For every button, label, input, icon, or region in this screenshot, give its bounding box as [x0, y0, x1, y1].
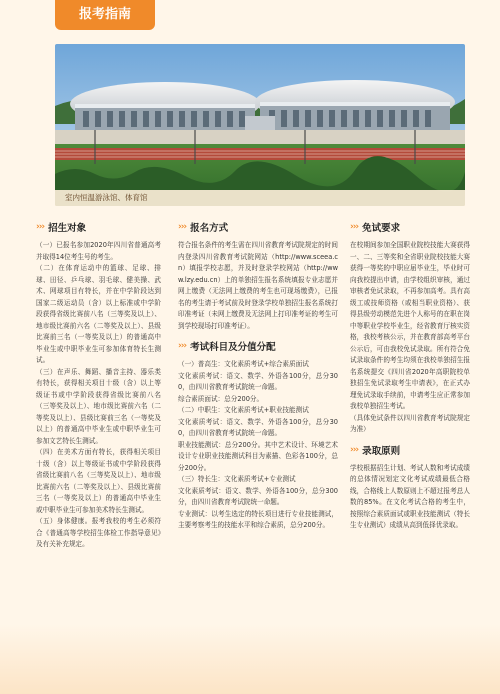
paragraph: （一）已报名参加2020年四川省普通高考并取得14位考生号的考生。: [36, 241, 161, 261]
paragraph: （二）在体育运动中的篮球、足球、排球、田径、乒乓球、羽毛球、健美操、武术、网球项目有特长，并在中学阶段达到国家二级运动员（含）以上标准或中学阶段获得省级比赛前八名（三等奖及以上）、地市级比赛前六名（二等奖及以上）、县级比赛前三名（一等奖及以上）的普通高中毕业生或中职毕业生可参加体育特长生测试。: [36, 264, 161, 364]
chevrons-icon: ›››: [36, 222, 45, 232]
campus-photo: [55, 44, 465, 206]
paragraph: 职业技能测试：总分200分。其中艺术设计、环境艺术设计专业职业技能测试科目为素描、色彩各100分，总分200分。: [178, 440, 338, 472]
section-header-exam-subjects: [178, 339, 338, 353]
paragraph: （三）在声乐、舞蹈、播音主持、器乐类有特长，获得相关项目十级（含）以上等级证书或中学阶段获得省级比赛前八名（三等奖及以上）、地市级比赛前六名（二等奖及以上）、县级比赛前三名（一等奖及以上）的普通高中毕业生或中职毕业生可参加文艺特长生测试。: [36, 367, 161, 445]
paragraph: （三）特长生：文化素质考试+专业测试: [178, 475, 296, 483]
section-title: 考试科目及分值分配: [190, 342, 276, 353]
paragraph: （二）中职生：文化素质考试+职业技能测试: [178, 406, 309, 414]
column-exemption: [350, 220, 470, 532]
section-title: 报名方式: [190, 223, 229, 234]
section-title: 录取原则: [362, 445, 401, 457]
paragraph: 符合报名条件的考生需在四川省教育考试院规定的时间内登录四川省教育考试院网站（http://www.sceea.cn）填报学校志愿，并及时登录学校网站（http://www.lzy.edu.cn）上的单独招生报名系统填报专业志愿并网上缴费（无法网上缴费的考生也可现场缴费），已报名的考生请于考试前及时登录学校单独招生报名系统打印准考证（未网上缴费及无法网上打印准考证的考生可到学校现场打印准考证）。: [178, 241, 338, 330]
section-title: 招生对象: [48, 223, 87, 234]
section-title: 免试要求: [362, 223, 401, 234]
section-header-exemption: [350, 220, 470, 234]
paragraph: 专业测试：以考生选定的特长项目进行专业技能测试，主要考察考生的技能水平和综合素质，总分200分。: [178, 509, 338, 529]
paragraph: 在校期间参加全国职业院校技能大赛获得一、二、三等奖和全省职业院校技能大赛获得一等奖的中职应届毕业生，毕业时可向我校提出申请，由学校组织审核，通过审核者免试录取，不再参加高考。具有高级工或技师资格（或相当职业资格）、获得县级劳动模范先进个人称号的在职在岗中等职业学校毕业生，经省教育厅核实资格，我校考核公示，并在教育部高考平台公示后，可由我校免试录取。所有符合免试录取条件的考生均须在我校单独招生报名系统提交《四川省2020年高职院校单独招生免试录取考生申请表》，在正式办理免试录取手续前，申请考生应正常参加我校单独招生考试。: [350, 241, 470, 410]
photo-caption: 室内恒温游泳馆、体育馆: [65, 193, 148, 202]
column-enrollment: [36, 220, 161, 551]
section-header-admission: [350, 443, 470, 457]
page-title: 报考指南: [78, 7, 131, 22]
paragraph: 文化素质考试：语文、数学、外语各100分，总分300，由四川省教育考试院统一命题。: [178, 371, 338, 391]
chevrons-icon: ›››: [178, 341, 187, 351]
chevrons-icon: ›››: [350, 222, 359, 232]
paragraph: （五）身体健康。报考我校的考生必须符合《普通高等学校招生体检工作指导意见》及有关补充规定。: [36, 517, 161, 548]
paragraph: （一）普高生：文化素质考试+综合素质面试: [178, 360, 309, 368]
paragraph: （具体免试条件以四川省教育考试院规定为准）: [350, 413, 470, 433]
paragraph: 学校根据招生计划、考试人数和考试成绩的总体情况划定文化考试成绩最低合格线，合格线上人数原则上不超过报考总人数的85%。在文化考试合格的考生中，按照综合素质面试或职业技能测试（特长生专业测试）成绩从高到低择优录取。: [350, 463, 470, 529]
section-header-enrollment: [36, 220, 161, 234]
decorative-bottom-band: [0, 624, 500, 694]
paragraph: 综合素质面试：总分200分。: [178, 394, 264, 403]
paragraph: 文化素质考试：语文、数学、外语各100分，总分300分，由四川省教育考试院统一命题。: [178, 486, 338, 506]
photo-caption-bar: [55, 190, 465, 206]
column-registration: [178, 220, 338, 532]
chevrons-icon: ›››: [178, 222, 187, 232]
section-header-tab: [55, 0, 155, 30]
section-header-registration: [178, 220, 338, 234]
paragraph: （四）在美术方面有特长，获得相关项目十级（含）以上等级证书或中学阶段获得省级比赛前八名（三等奖及以上）、地市级比赛前六名（二等奖及以上）、县级比赛前三名（一等奖及以上）的普通高中毕业生或中职毕业生可参加美术特长生测试。: [36, 448, 161, 514]
chevrons-icon: ›››: [350, 444, 359, 455]
paragraph: 文化素质考试：语文、数学、外语各100分，总分300，由四川省教育考试院统一命题。: [178, 417, 338, 437]
